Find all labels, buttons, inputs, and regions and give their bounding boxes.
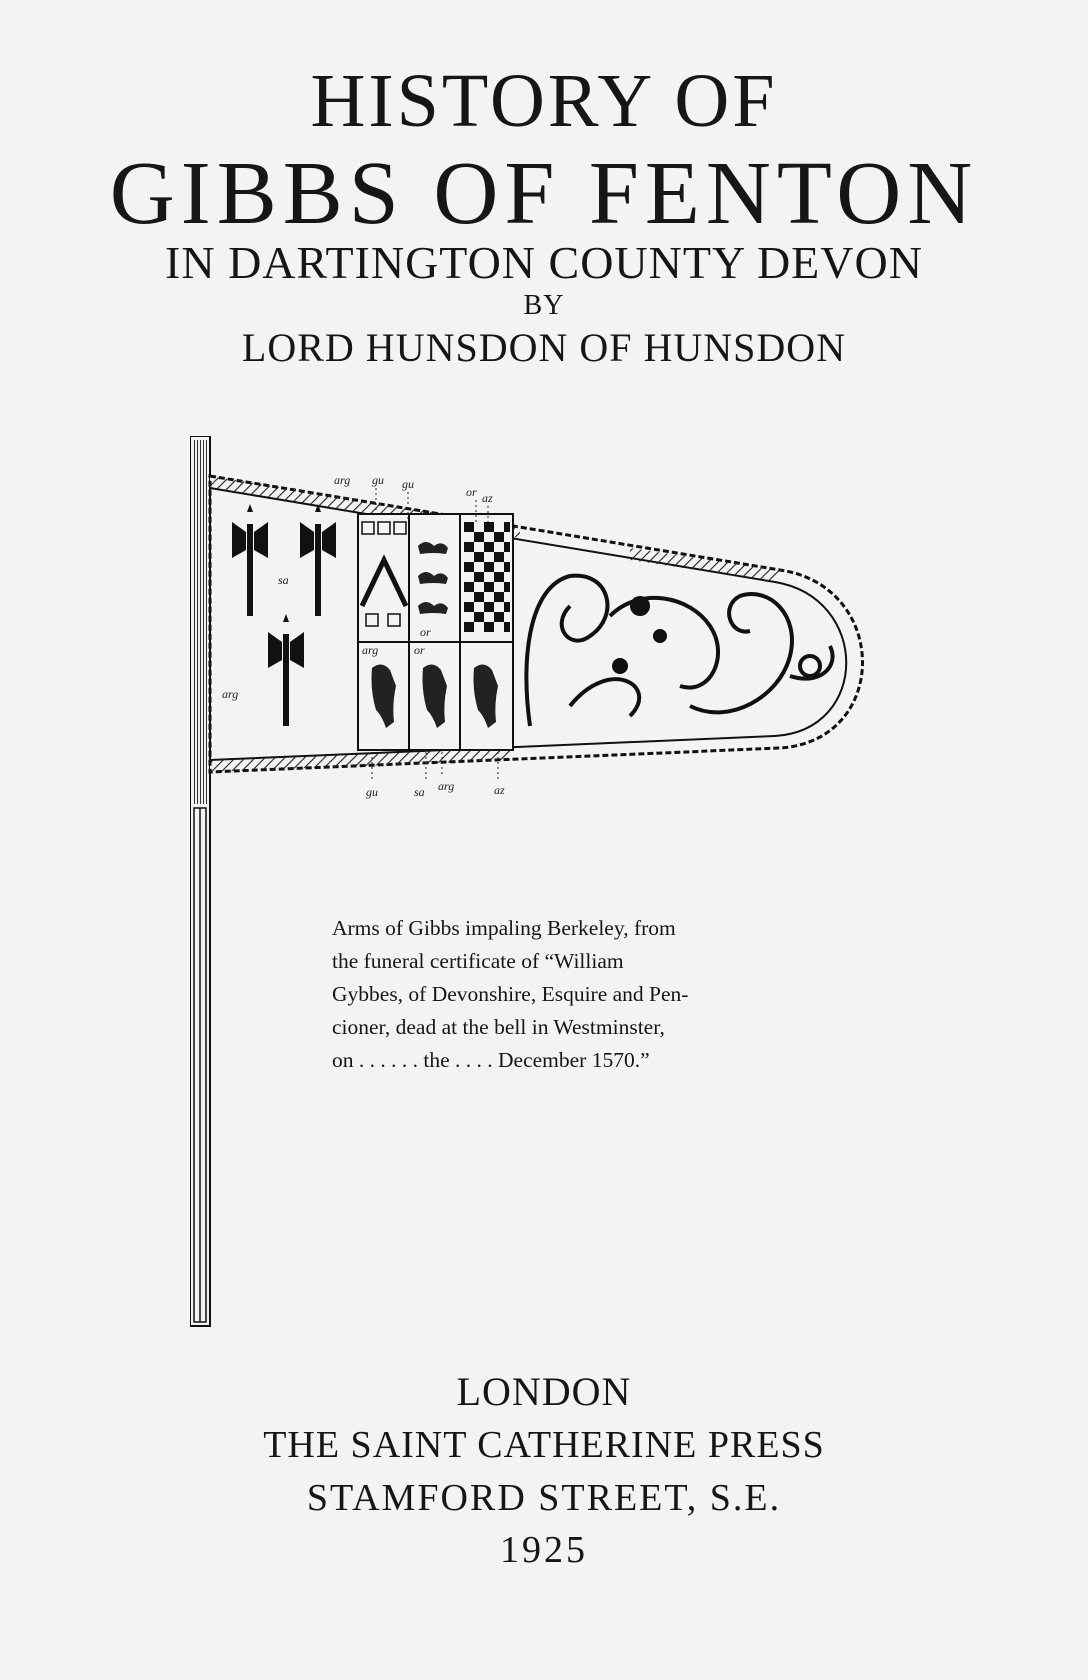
caption-line: the funeral certificate of “William bbox=[332, 949, 624, 973]
title-line-2: GIBBS OF FENTON bbox=[109, 144, 979, 243]
imprint-address: STAMFORD STREET, S.E. bbox=[306, 1477, 782, 1519]
tincture-label: or bbox=[466, 485, 477, 499]
illustration-caption bbox=[332, 912, 804, 1077]
imprint-publisher: THE SAINT CATHERINE PRESS bbox=[263, 1424, 825, 1466]
caption-line: Arms of Gibbs impaling Berkeley, from bbox=[332, 916, 676, 940]
tincture-label: or bbox=[414, 643, 425, 657]
tincture-label: arg bbox=[438, 779, 455, 793]
caption-line: on . . . . . . the . . . . December 1570.” bbox=[332, 1048, 650, 1072]
tincture-label: arg bbox=[222, 687, 239, 701]
imprint-year: 1925 bbox=[500, 1529, 588, 1571]
title-line-3: IN DARTINGTON COUNTY DEVON bbox=[165, 237, 923, 288]
tincture-label: gu bbox=[372, 473, 384, 487]
title-line-1: HISTORY OF bbox=[310, 59, 778, 143]
pennon bbox=[210, 476, 863, 772]
tincture-label: az bbox=[494, 783, 505, 797]
tincture-label: or bbox=[420, 625, 431, 639]
quartered-arms bbox=[358, 514, 513, 750]
heraldic-banner-illustration bbox=[190, 436, 910, 1336]
flag-pole bbox=[190, 436, 210, 1326]
caption-line: Gybbes, of Devonshire, Esquire and Pen- bbox=[332, 982, 689, 1006]
by-line: BY bbox=[523, 290, 565, 321]
tincture-label: az bbox=[482, 491, 493, 505]
tincture-label: sa bbox=[278, 573, 289, 587]
tincture-label: arg bbox=[362, 643, 379, 657]
tincture-label: arg bbox=[334, 473, 351, 487]
author-line: LORD HUNSDON OF HUNSDON bbox=[241, 325, 847, 370]
tincture-label: gu bbox=[402, 477, 414, 491]
caption-line: cioner, dead at the bell in Westminster, bbox=[332, 1015, 665, 1039]
imprint-city: LONDON bbox=[456, 1369, 632, 1414]
tincture-label: sa bbox=[414, 785, 425, 799]
tincture-label: gu bbox=[366, 785, 378, 799]
